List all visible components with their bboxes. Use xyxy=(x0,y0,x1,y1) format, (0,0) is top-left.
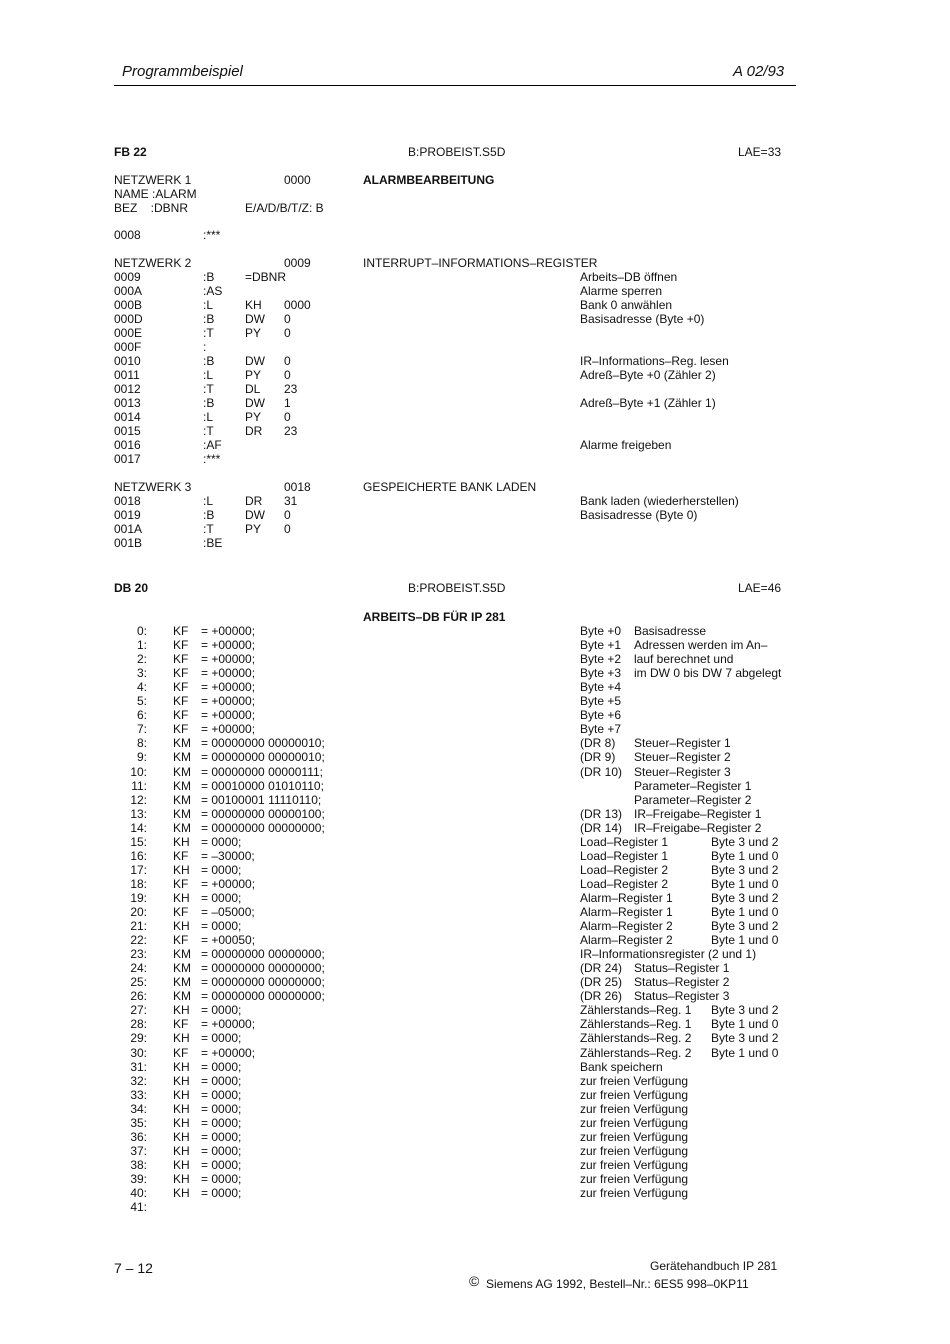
db-row-number: 30: xyxy=(130,1045,147,1060)
db-lae: LAE=46 xyxy=(738,581,782,595)
db-row-value: = +00000; xyxy=(201,666,256,681)
code-addr: 0013 xyxy=(114,396,141,410)
db-row-comment: zur freien Verfügung xyxy=(580,1129,689,1144)
footer-manual: Gerätehandbuch IP 281 xyxy=(650,1259,778,1273)
db-row-value: = 0000; xyxy=(201,919,242,934)
db-row-comment-detail: Byte 1 und 0 xyxy=(711,848,779,863)
db-row-value: = 0000; xyxy=(201,1143,242,1158)
db-row-type: KH xyxy=(173,1186,190,1200)
code-param: 0 xyxy=(284,354,291,368)
db-row-value: = +00000; xyxy=(201,722,256,737)
code-param: 0 xyxy=(284,410,291,424)
fb-id: FB 22 xyxy=(114,145,147,159)
db-row-value: = +00000; xyxy=(201,694,256,709)
db-row-number: 8: xyxy=(136,736,147,751)
db-row-type: KH xyxy=(173,1073,190,1088)
db-row-number: 32: xyxy=(130,1073,147,1088)
db-row-type: KH xyxy=(173,1129,190,1144)
copyright-icon: © xyxy=(469,1273,480,1289)
db-row-value: = +00000; xyxy=(201,638,256,653)
code-operand: KH xyxy=(245,298,262,312)
db-row-value: = +00000; xyxy=(201,652,256,667)
db-row-comment-detail: Byte 3 und 2 xyxy=(711,890,779,905)
footer-copyright: Siemens AG 1992, Bestell–Nr.: 6ES5 998–0KP11 xyxy=(486,1277,749,1291)
db-row-value: = 00000000 00000000; xyxy=(201,961,325,976)
db-row-value: = 0000; xyxy=(201,1003,242,1018)
code-operand: PY xyxy=(245,410,262,424)
db-row-comment-detail: IR–Freigabe–Register 2 xyxy=(634,820,762,835)
db-row-value: = –30000; xyxy=(201,848,255,863)
db-row-value: = 0000; xyxy=(201,1073,242,1088)
db-row-type: KF xyxy=(173,1017,189,1032)
code-comment: Adreß–Byte +1 (Zähler 1) xyxy=(580,396,716,410)
db-row-number: 25: xyxy=(130,975,147,990)
db-row-value: = 00000000 00000010; xyxy=(201,736,325,751)
db-row-number: 10: xyxy=(130,764,147,779)
db-row-comment: Byte +3 xyxy=(580,666,622,681)
nw1-end-addr: 0008 xyxy=(114,228,141,242)
db-row-comment-detail: Status–Register 2 xyxy=(634,975,730,990)
code-addr: 0015 xyxy=(114,424,141,438)
code-op: :B xyxy=(203,508,215,522)
fb-lae: LAE=33 xyxy=(738,145,782,159)
db-row-comment-detail: Byte 1 und 0 xyxy=(711,905,779,919)
db-row-number: 9: xyxy=(136,750,147,765)
db-row-value: = 00010000 01010110; xyxy=(201,778,324,793)
db-row-value: = +00000; xyxy=(201,876,256,891)
code-operand: DW xyxy=(245,396,265,410)
db-row-comment-detail: Byte 1 und 0 xyxy=(711,1017,779,1032)
db-row-number: 6: xyxy=(136,708,147,723)
db-row-type: KH xyxy=(173,1059,190,1074)
db-row-comment-detail: Status–Register 3 xyxy=(634,989,730,1004)
code-addr: 0016 xyxy=(114,438,141,452)
nw2-label: NETZWERK 2 xyxy=(114,256,192,270)
db-row-value: = +00000; xyxy=(201,624,256,638)
db-row-comment-detail: Steuer–Register 2 xyxy=(634,750,731,765)
code-param: 31 xyxy=(284,494,298,508)
db-row-comment-detail: Parameter–Register 1 xyxy=(634,778,752,793)
db-row-type: KH xyxy=(173,1157,190,1172)
db-row-value: = +00000; xyxy=(201,680,256,695)
db-row-value: = 0000; xyxy=(201,834,242,849)
db-row-number: 3: xyxy=(136,666,147,681)
page-number: 7 – 12 xyxy=(114,1260,153,1276)
nw2-title: INTERRUPT–INFORMATIONS–REGISTER xyxy=(363,256,598,270)
db-row-comment: Zählerstands–Reg. 2 xyxy=(580,1045,692,1060)
db-row-value: = 00000000 00000100; xyxy=(201,806,325,821)
db-row-comment: (DR 10) xyxy=(580,764,623,779)
db-row-number: 16: xyxy=(130,848,147,863)
code-operand: DW xyxy=(245,354,265,368)
db-row-number: 24: xyxy=(130,961,147,976)
db-row-type: KF xyxy=(173,638,189,653)
db-row-comment-detail: Steuer–Register 3 xyxy=(634,764,731,779)
code-op: :*** xyxy=(203,452,221,466)
code-operand: PY xyxy=(245,368,262,382)
db-row-comment: Load–Register 2 xyxy=(580,876,669,891)
db-row-comment: (DR 8) xyxy=(580,736,616,751)
db-row-number: 26: xyxy=(130,989,147,1004)
db-row-type: KF xyxy=(173,876,189,891)
db-row-comment: (DR 13) xyxy=(580,806,623,821)
code-param: 0000 xyxy=(284,298,311,312)
code-comment: Bank laden (wiederherstellen) xyxy=(580,494,739,508)
db-row-comment-detail: im DW 0 bis DW 7 abgelegt xyxy=(634,666,782,681)
db-row-type: KM xyxy=(173,947,191,962)
db-row-comment-detail: Byte 1 und 0 xyxy=(711,933,779,948)
code-operand: =DBNR xyxy=(245,270,287,284)
db-row-value: = 00000000 00000010; xyxy=(201,750,325,765)
code-param: 23 xyxy=(284,382,298,396)
db-row-number: 35: xyxy=(130,1115,147,1130)
db-row-type: KH xyxy=(173,919,190,934)
db-row-value: = 0000; xyxy=(201,1059,242,1074)
nw3-label: NETZWERK 3 xyxy=(114,480,192,494)
db-row-comment: Alarm–Register 1 xyxy=(580,905,673,919)
db-row-comment: Byte +4 xyxy=(580,680,622,695)
fb-file: B:PROBEIST.S5D xyxy=(408,145,506,159)
db-row-type: KH xyxy=(173,862,190,877)
db-row-number: 17: xyxy=(130,862,147,877)
db-row-comment: Byte +2 xyxy=(580,652,622,667)
db-row-type: KM xyxy=(173,975,191,990)
db-row-comment-detail: Byte 3 und 2 xyxy=(711,919,779,934)
code-addr: 0014 xyxy=(114,410,141,424)
db-row-number: 33: xyxy=(130,1087,147,1102)
db-row-number: 20: xyxy=(130,905,147,919)
code-operand: DR xyxy=(245,424,263,438)
db-row-number: 11: xyxy=(131,778,147,793)
nw1-bez: BEZ :DBNR xyxy=(114,201,189,215)
db-row-comment-detail: Byte 1 und 0 xyxy=(711,876,779,891)
db-row-number: 40: xyxy=(130,1186,147,1200)
db-row-type: KF xyxy=(173,652,189,667)
db-row-number: 28: xyxy=(130,1017,147,1032)
db-row-type: KM xyxy=(173,989,191,1004)
code-addr: 001B xyxy=(114,536,143,550)
code-operand: PY xyxy=(245,326,262,340)
code-op: :L xyxy=(203,298,214,312)
db-row-type: KH xyxy=(173,1087,190,1102)
code-operand: DL xyxy=(245,382,261,396)
code-op: :BE xyxy=(203,536,223,550)
db-row-type: KH xyxy=(173,890,190,905)
code-operand: DW xyxy=(245,508,265,522)
db-row-comment-detail: Steuer–Register 1 xyxy=(634,736,731,751)
db-row-comment-detail: Parameter–Register 2 xyxy=(634,792,752,807)
db-row-type: KF xyxy=(173,722,189,737)
db-row-number: 14: xyxy=(130,820,147,835)
code-addr: 0017 xyxy=(114,452,141,466)
db-row-comment: (DR 24) xyxy=(580,961,623,976)
db-row-type: KM xyxy=(173,736,191,751)
db-row-value: = 00000000 00000000; xyxy=(201,820,325,835)
nw1-name: NAME :ALARM xyxy=(114,187,197,201)
db-row-type: KH xyxy=(173,1101,190,1116)
db-row-value: = 0000; xyxy=(201,1087,242,1102)
db-row-number: 18: xyxy=(130,876,147,891)
db-row-number: 23: xyxy=(130,947,147,962)
nw1-title: ALARMBEARBEITUNG xyxy=(363,173,495,187)
db-row-comment: zur freien Verfügung xyxy=(580,1073,689,1088)
db-row-type: KF xyxy=(173,905,189,919)
db-row-type: KM xyxy=(173,764,191,779)
db-row-number: 34: xyxy=(130,1101,147,1116)
code-param: 0 xyxy=(284,326,291,340)
db-row-comment: Byte +1 xyxy=(580,638,622,653)
code-comment: Arbeits–DB öffnen xyxy=(580,270,678,284)
db-row-number: 27: xyxy=(130,1003,147,1018)
nw3-addr: 0018 xyxy=(284,480,311,494)
code-op: :AS xyxy=(203,284,223,298)
db-row-comment-detail: Byte 3 und 2 xyxy=(711,834,779,849)
db-row-type: KF xyxy=(173,666,189,681)
db-row-comment: Byte +0 xyxy=(580,624,622,638)
db-row-value: = 0000; xyxy=(201,862,242,877)
header-docref: A 02/93 xyxy=(733,63,785,80)
db-row-comment: Load–Register 1 xyxy=(580,848,669,863)
db-row-comment: Zählerstands–Reg. 1 xyxy=(580,1017,692,1032)
db-row-comment-detail: IR–Freigabe–Register 1 xyxy=(634,806,762,821)
code-addr: 0010 xyxy=(114,354,141,368)
code-op: :AF xyxy=(203,438,222,452)
db-row-type: KH xyxy=(173,1115,190,1130)
db-row-comment-detail: Adressen werden im An– xyxy=(634,638,768,653)
code-op: : xyxy=(203,340,207,354)
code-comment: Basisadresse (Byte 0) xyxy=(580,508,698,522)
db-row-number: 31: xyxy=(130,1059,147,1074)
db-row-type: KF xyxy=(173,1045,189,1060)
db-row-comment: zur freien Verfügung xyxy=(580,1087,689,1102)
db-row-type: KF xyxy=(173,624,189,638)
code-comment: Alarme freigeben xyxy=(580,438,672,452)
db-row-value: = 00000000 00000000; xyxy=(201,989,325,1004)
db-row-comment: Load–Register 1 xyxy=(580,834,669,849)
code-op: :B xyxy=(203,312,215,326)
code-operand: PY xyxy=(245,522,262,536)
db-row-number: 21: xyxy=(130,919,147,934)
db-row-comment: Zählerstands–Reg. 2 xyxy=(580,1031,692,1046)
db-row-number: 39: xyxy=(130,1171,147,1186)
code-comment: Basisadresse (Byte +0) xyxy=(580,312,705,326)
db-row-number: 7: xyxy=(136,722,147,737)
code-op: :L xyxy=(203,368,214,382)
code-addr: 000D xyxy=(114,312,143,326)
db-row-type: KM xyxy=(173,820,191,835)
db-row-type: KH xyxy=(173,1143,190,1158)
db-row-comment: zur freien Verfügung xyxy=(580,1143,689,1158)
db-row-value: = 0000; xyxy=(201,890,242,905)
db-row-type: KF xyxy=(173,694,189,709)
code-comment: IR–Informations–Reg. lesen xyxy=(580,354,729,368)
db-row-comment: zur freien Verfügung xyxy=(580,1115,689,1130)
code-param: 0 xyxy=(284,508,291,522)
nw1-end-op: :*** xyxy=(203,228,221,242)
code-addr: 0019 xyxy=(114,508,141,522)
code-comment: Bank 0 anwählen xyxy=(580,298,673,312)
db-row-number: 0: xyxy=(136,624,147,638)
code-comment: Adreß–Byte +0 (Zähler 2) xyxy=(580,368,716,382)
db-title: ARBEITS–DB FÜR IP 281 xyxy=(363,610,506,624)
db-row-comment-detail: Status–Register 1 xyxy=(634,961,730,976)
db-row-comment: Alarm–Register 1 xyxy=(580,890,673,905)
code-op: :B xyxy=(203,354,215,368)
db-row-value: = 0000; xyxy=(201,1101,242,1116)
code-operand: DR xyxy=(245,494,263,508)
db-row-number: 12: xyxy=(130,792,147,807)
db-row-number: 22: xyxy=(130,933,147,948)
code-addr: 000F xyxy=(114,340,142,354)
db-row-value: = 00100001 11110110; xyxy=(201,792,322,807)
db-row-value: = 0000; xyxy=(201,1129,242,1144)
db-row-type: KM xyxy=(173,778,191,793)
nw2-addr: 0009 xyxy=(284,256,311,270)
db-row-number: 41: xyxy=(130,1200,147,1215)
nw3-title: GESPEICHERTE BANK LADEN xyxy=(363,480,537,494)
code-addr: 000A xyxy=(114,284,143,298)
code-addr: 000E xyxy=(114,326,143,340)
db-row-comment: Zählerstands–Reg. 1 xyxy=(580,1003,692,1018)
code-addr: 0018 xyxy=(114,494,141,508)
db-row-value: = 0000; xyxy=(201,1157,242,1172)
db-row-type: KM xyxy=(173,750,191,765)
db-row-comment: Load–Register 2 xyxy=(580,862,669,877)
code-operand: DW xyxy=(245,312,265,326)
code-addr: 0012 xyxy=(114,382,141,396)
db-row-comment: Alarm–Register 2 xyxy=(580,919,673,934)
db-row-value: = –05000; xyxy=(201,905,255,919)
db-row-number: 15: xyxy=(130,834,147,849)
db-row-type: KF xyxy=(173,933,189,948)
db-row-comment: (DR 26) xyxy=(580,989,623,1004)
db-id: DB 20 xyxy=(114,581,149,595)
code-param: 1 xyxy=(284,396,291,410)
db-row-type: KM xyxy=(173,806,191,821)
db-row-number: 37: xyxy=(130,1143,147,1158)
code-op: :T xyxy=(203,522,214,536)
code-addr: 000B xyxy=(114,298,143,312)
code-op: :T xyxy=(203,326,214,340)
code-op: :T xyxy=(203,382,214,396)
db-row-value: = 00000000 00000000; xyxy=(201,947,325,962)
db-row-comment: zur freien Verfügung xyxy=(580,1101,689,1116)
db-row-number: 13: xyxy=(130,806,147,821)
code-addr: 0009 xyxy=(114,270,141,284)
db-row-comment: (DR 25) xyxy=(580,975,623,990)
code-op: :L xyxy=(203,410,214,424)
db-row-comment-detail: lauf berechnet und xyxy=(634,652,734,667)
db-row-comment: Byte +7 xyxy=(580,722,622,737)
db-row-type: KF xyxy=(173,680,189,695)
code-param: 0 xyxy=(284,312,291,326)
db-row-comment-detail: Byte 1 und 0 xyxy=(711,1045,779,1060)
db-row-number: 38: xyxy=(130,1157,147,1172)
db-row-comment: Bank speichern xyxy=(580,1059,663,1074)
db-row-comment: (DR 14) xyxy=(580,820,623,835)
db-row-value: = 0000; xyxy=(201,1186,242,1200)
db-row-value: = 00000000 00000111; xyxy=(201,764,324,779)
code-param: 23 xyxy=(284,424,298,438)
db-row-type: KH xyxy=(173,834,190,849)
db-row-comment-detail: Byte 3 und 2 xyxy=(711,1003,779,1018)
db-row-comment: (DR 9) xyxy=(580,750,616,765)
db-row-type: KH xyxy=(173,1003,190,1018)
db-row-comment: IR–Informationsregister (2 und 1) xyxy=(580,947,757,962)
db-row-value: = 0000; xyxy=(201,1031,242,1046)
code-op: :T xyxy=(203,424,214,438)
nw1-bez-param: E/A/D/B/T/Z: B xyxy=(245,201,324,215)
db-row-value: = 00000000 00000000; xyxy=(201,975,325,990)
db-row-number: 5: xyxy=(136,694,147,709)
db-file: B:PROBEIST.S5D xyxy=(408,581,506,595)
db-row-number: 4: xyxy=(136,680,147,695)
db-row-type: KH xyxy=(173,1031,190,1046)
header-rule xyxy=(114,85,796,86)
db-row-number: 1: xyxy=(136,638,147,653)
db-row-type: KM xyxy=(173,961,191,976)
db-row-value: = +00000; xyxy=(201,708,256,723)
code-param: 0 xyxy=(284,368,291,382)
db-row-comment: zur freien Verfügung xyxy=(580,1157,689,1172)
db-row-comment: zur freien Verfügung xyxy=(580,1186,689,1200)
db-row-comment-detail: Byte 3 und 2 xyxy=(711,862,779,877)
db-row-comment: Alarm–Register 2 xyxy=(580,933,673,948)
db-row-comment-detail: Byte 3 und 2 xyxy=(711,1031,779,1046)
code-op: :L xyxy=(203,494,214,508)
code-param: 0 xyxy=(284,522,291,536)
db-row-comment-detail: Basisadresse xyxy=(634,624,707,638)
code-op: :B xyxy=(203,396,215,410)
db-row-comment: Byte +6 xyxy=(580,708,622,723)
db-row-comment: zur freien Verfügung xyxy=(580,1171,689,1186)
nw1-addr: 0000 xyxy=(284,173,311,187)
nw1-label: NETZWERK 1 xyxy=(114,173,192,187)
code-addr: 001A xyxy=(114,522,143,536)
code-op: :B xyxy=(203,270,215,284)
db-row-number: 29: xyxy=(130,1031,147,1046)
db-row-value: = 0000; xyxy=(201,1171,242,1186)
db-row-value: = +00050; xyxy=(201,933,256,948)
db-row-number: 36: xyxy=(130,1129,147,1144)
db-row-value: = +00000; xyxy=(201,1045,256,1060)
db-row-number: 19: xyxy=(130,890,147,905)
db-row-value: = 0000; xyxy=(201,1115,242,1130)
header-title: Programmbeispiel xyxy=(122,63,243,80)
code-comment: Alarme sperren xyxy=(580,284,663,298)
db-row-type: KF xyxy=(173,708,189,723)
db-row-comment: Byte +5 xyxy=(580,694,622,709)
db-row-type: KM xyxy=(173,792,191,807)
code-addr: 0011 xyxy=(114,368,140,382)
db-row-value: = +00000; xyxy=(201,1017,256,1032)
db-row-number: 2: xyxy=(136,652,147,667)
db-row-type: KH xyxy=(173,1171,190,1186)
db-row-type: KF xyxy=(173,848,189,863)
